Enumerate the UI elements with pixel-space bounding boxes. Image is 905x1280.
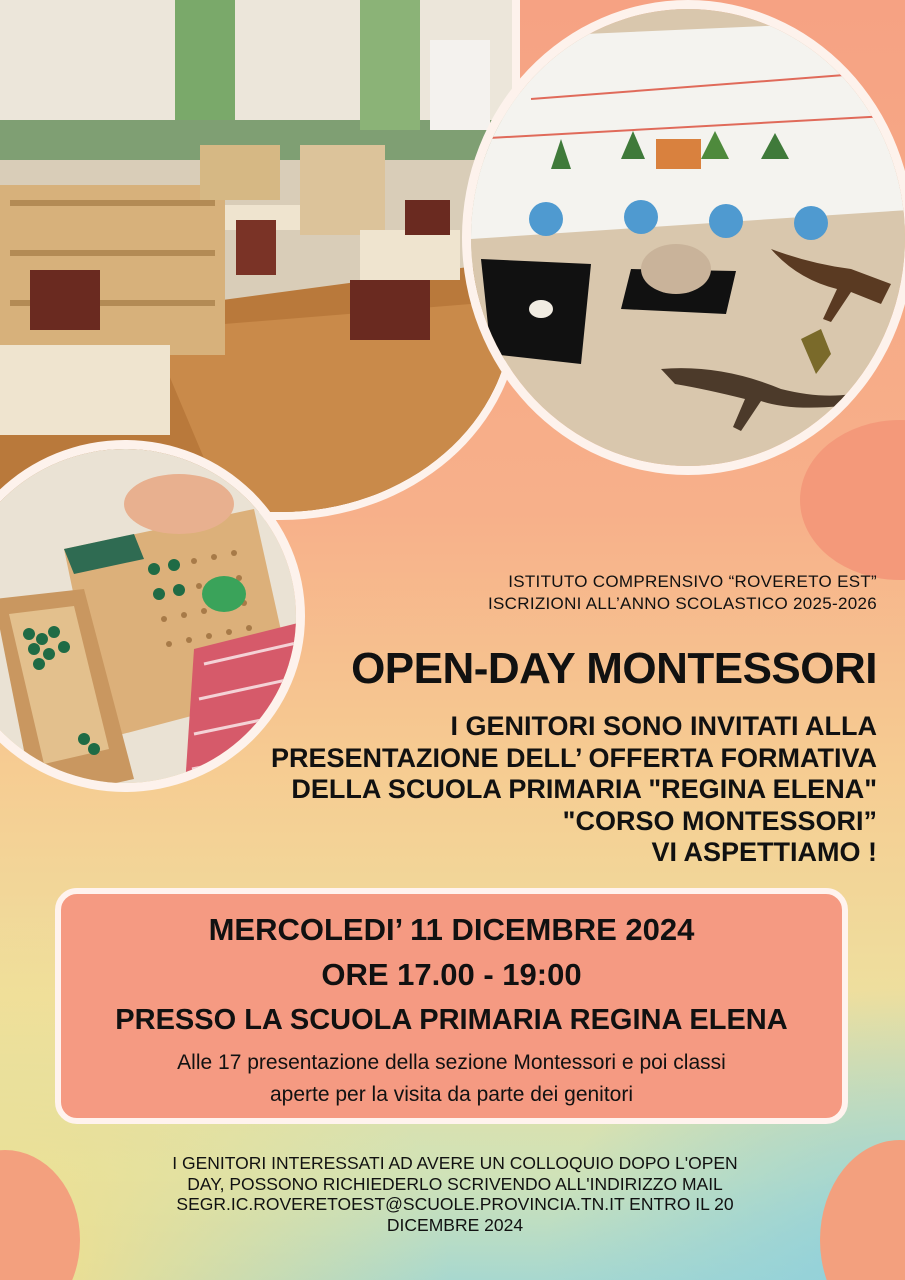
invite-line: I GENITORI SONO INVITATI ALLA [450,711,877,741]
header-block [488,571,877,615]
footer-note [95,1153,815,1235]
invite-line: "CORSO MONTESSORI” [562,805,877,836]
invitation-text [271,711,877,869]
footer-line: DAY, POSSONO RICHIEDERLO SCRIVENDO ALL'INDIRIZZO MAIL [187,1173,723,1194]
bead-board-image [0,449,305,792]
invite-line: VI ASPETTIAMO ! [651,837,877,867]
blob-bottom-left [0,1150,80,1280]
invite-line: PRESENTAZIONE DELL’ OFFERTA FORMATIVA [271,742,877,773]
event-description-line: aperte per la visita da parte dei genitori [269,1083,634,1106]
footer-line: I GENITORI INTERESSATI AD AVERE UN COLLOQUIO DOPO L'OPEN [172,1153,738,1173]
enrollment-year: ISCRIZIONI ALL’ANNO SCOLASTICO 2025-2026 [488,594,877,613]
event-info-box [55,888,848,1124]
classroom-photo [0,0,520,520]
event-place: PRESSO LA SCUOLA PRIMARIA REGINA ELENA [115,1004,788,1036]
event-date: MERCOLEDI’ 11 DICEMBRE 2024 [208,912,695,947]
invite-line: DELLA SCUOLA PRIMARIA "REGINA ELENA" [291,774,877,804]
dinosaur-image [471,9,905,475]
blob-right-middle [800,420,905,580]
event-description-line: Alle 17 presentazione della sezione Montessori e poi classi [177,1051,726,1074]
footer-line: DICEMBRE 2024 [386,1214,524,1235]
page-title: OPEN-DAY MONTESSORI [351,644,877,693]
dinosaur-timeline-photo [462,0,905,475]
institute-name: ISTITUTO COMPRENSIVO “ROVERETO EST” [508,572,877,591]
footer-line: SEGR.IC.ROVERETOEST@SCUOLE.PROVINCIA.TN.IT ENTRO IL 20 [176,1194,734,1214]
event-time: ORE 17.00 - 19:00 [321,957,582,992]
classroom-image [0,0,520,520]
blob-bottom-right [820,1140,905,1280]
